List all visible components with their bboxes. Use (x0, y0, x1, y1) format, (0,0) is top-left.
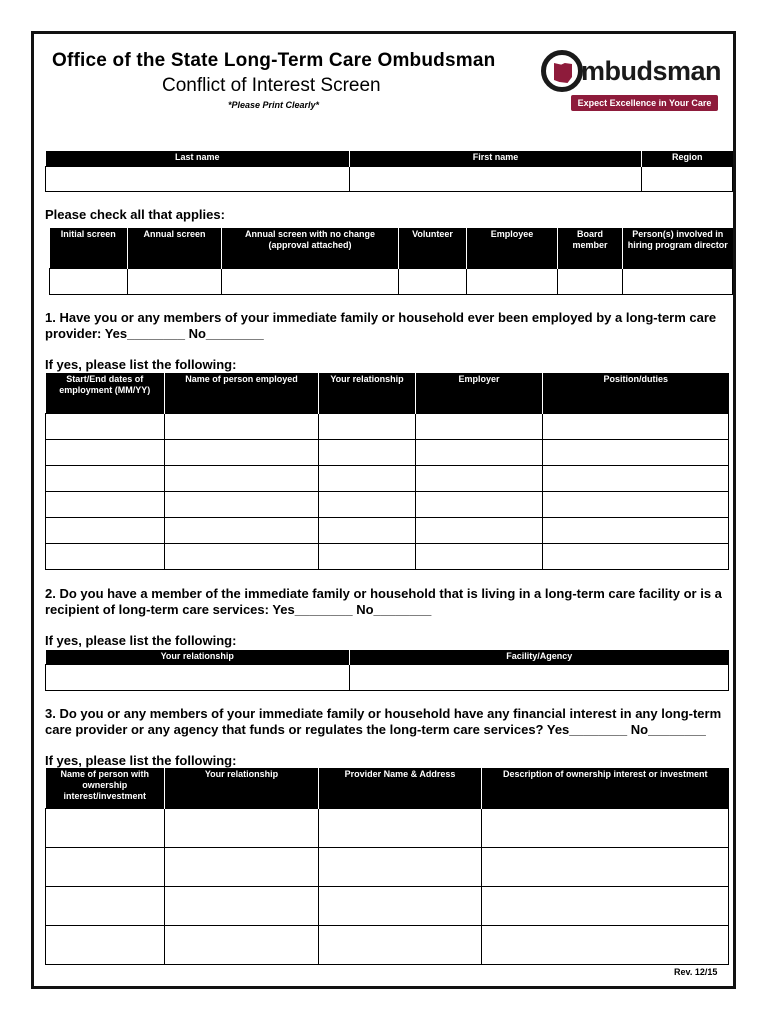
table-cell[interactable] (46, 413, 165, 439)
header-person-employed: Name of person employed (165, 373, 319, 413)
header-annual-screen: Annual screen (128, 228, 222, 268)
logo-circle-icon (541, 50, 583, 92)
header-annual-no-change: Annual screen with no change (approval attached) (222, 228, 399, 268)
table-cell[interactable] (165, 847, 319, 886)
table-cell[interactable] (319, 925, 482, 964)
table-row (46, 808, 729, 847)
header-position: Position/duties (543, 373, 729, 413)
table-cell[interactable] (165, 439, 319, 465)
page-subtitle: Conflict of Interest Screen (162, 75, 381, 96)
header-employee: Employee (467, 228, 558, 268)
checkbox-hiring-director[interactable] (623, 268, 733, 294)
table-cell[interactable] (165, 465, 319, 491)
table-cell[interactable] (319, 886, 482, 925)
table-cell[interactable] (350, 664, 729, 690)
table-row (46, 465, 729, 491)
question-3: 3. Do you or any members of your immediate family or household have any financial interest in any long-term care provider or any agency that funds or regulates the long-term care services? Yes________ No________ (45, 706, 722, 737)
q3-list-label: If yes, please list the following: (45, 753, 237, 768)
page-title: Office of the State Long-Term Care Ombudsman (52, 50, 496, 71)
logo-wordmark: mbudsman (581, 56, 722, 86)
header-q3-relationship: Your relationship (165, 768, 319, 808)
checkbox-board-member[interactable] (558, 268, 623, 294)
header-initial-screen: Initial screen (50, 228, 128, 268)
header-dates: Start/End dates of employment (MM/YY) (46, 373, 165, 413)
table-cell[interactable] (46, 439, 165, 465)
header-first-name: First name (350, 151, 642, 166)
q1-table (45, 373, 729, 570)
table-cell[interactable] (319, 808, 482, 847)
header-provider: Provider Name & Address (319, 768, 482, 808)
table-cell[interactable] (416, 491, 543, 517)
header-region: Region (642, 151, 733, 166)
table-row (46, 847, 729, 886)
table-cell[interactable] (482, 808, 729, 847)
table-cell[interactable] (46, 543, 165, 569)
header-volunteer: Volunteer (399, 228, 467, 268)
logo-tagline: Expect Excellence in Your Care (571, 95, 718, 111)
table-row (46, 491, 729, 517)
table-cell[interactable] (319, 543, 416, 569)
question-2: 2. Do you have a member of the immediate family or household that is living in a long-term care facility or is a recipient of long-term care services: Yes________ No________ (45, 586, 722, 617)
checkbox-initial-screen[interactable] (50, 268, 128, 294)
table-cell[interactable] (165, 413, 319, 439)
table-cell[interactable] (46, 886, 165, 925)
header-relationship: Your relationship (319, 373, 416, 413)
screen-type-table (49, 228, 733, 295)
table-cell[interactable] (46, 925, 165, 964)
table-cell[interactable] (416, 439, 543, 465)
header-hiring-director: Person(s) involved in hiring program director (623, 228, 733, 268)
table-cell[interactable] (543, 491, 729, 517)
table-cell[interactable] (416, 413, 543, 439)
table-cell[interactable] (319, 413, 416, 439)
first-name-field[interactable] (350, 166, 642, 191)
q2-table (45, 650, 729, 691)
header-last-name: Last name (46, 151, 350, 166)
table-cell[interactable] (319, 465, 416, 491)
table-row (46, 439, 729, 465)
table-row (46, 664, 729, 690)
q3-table (45, 768, 729, 965)
table-cell[interactable] (482, 925, 729, 964)
revision-label: Rev. 12/15 (674, 967, 718, 977)
table-cell[interactable] (543, 517, 729, 543)
table-cell[interactable] (319, 847, 482, 886)
table-row (46, 925, 729, 964)
table-cell[interactable] (46, 517, 165, 543)
name-table (45, 151, 733, 192)
table-cell[interactable] (416, 543, 543, 569)
table-row (46, 543, 729, 569)
checkbox-annual-no-change[interactable] (222, 268, 399, 294)
q2-list-label: If yes, please list the following: (45, 633, 237, 648)
table-row (46, 413, 729, 439)
header-facility: Facility/Agency (350, 650, 729, 664)
table-cell[interactable] (46, 808, 165, 847)
table-cell[interactable] (46, 664, 350, 690)
table-cell[interactable] (319, 517, 416, 543)
header-employer: Employer (416, 373, 543, 413)
region-field[interactable] (642, 166, 733, 191)
table-cell[interactable] (165, 808, 319, 847)
table-cell[interactable] (416, 517, 543, 543)
checkbox-annual-screen[interactable] (128, 268, 222, 294)
table-cell[interactable] (319, 491, 416, 517)
table-cell[interactable] (165, 491, 319, 517)
table-cell[interactable] (46, 465, 165, 491)
table-cell[interactable] (46, 491, 165, 517)
table-cell[interactable] (165, 517, 319, 543)
table-cell[interactable] (543, 439, 729, 465)
checkbox-volunteer[interactable] (399, 268, 467, 294)
table-row (46, 517, 729, 543)
table-cell[interactable] (165, 886, 319, 925)
table-row (46, 886, 729, 925)
last-name-field[interactable] (46, 166, 350, 191)
table-cell[interactable] (165, 543, 319, 569)
table-cell[interactable] (319, 439, 416, 465)
header-owner-name: Name of person with ownership interest/investment (46, 768, 165, 808)
print-note: *Please Print Clearly* (228, 100, 320, 110)
table-cell[interactable] (482, 886, 729, 925)
table-cell[interactable] (482, 847, 729, 886)
header-q2-relationship: Your relationship (46, 650, 350, 664)
table-cell[interactable] (416, 465, 543, 491)
ombudsman-logo (541, 48, 721, 116)
q1-list-label: If yes, please list the following: (45, 357, 237, 372)
table-cell[interactable] (165, 925, 319, 964)
table-cell[interactable] (543, 413, 729, 439)
table-cell[interactable] (543, 465, 729, 491)
checkbox-employee[interactable] (467, 268, 558, 294)
ohio-state-outline-icon (554, 63, 572, 83)
check-label: Please check all that applies: (45, 207, 225, 222)
table-cell[interactable] (46, 847, 165, 886)
header-board-member: Board member (558, 228, 623, 268)
header-ownership-desc: Description of ownership interest or investment (482, 768, 729, 808)
table-cell[interactable] (543, 543, 729, 569)
question-1: 1. Have you or any members of your immediate family or household ever been employed by a long-term care provider: Yes________ No________ (45, 310, 717, 341)
